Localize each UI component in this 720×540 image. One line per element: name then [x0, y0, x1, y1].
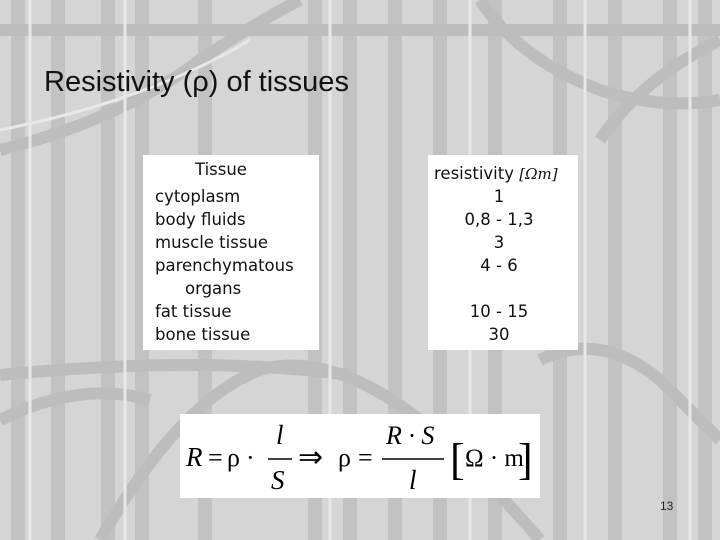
resistivity-unit: [Ωm] — [519, 165, 558, 183]
table-row: parenchymatous — [155, 256, 294, 275]
bracket-close: ] — [518, 435, 533, 484]
table-cell-value: 4 - 6 — [480, 256, 518, 275]
formula-S-denominator: S — [271, 465, 285, 495]
resistivity-formula — [180, 414, 540, 498]
table-row: body fluids — [155, 210, 246, 229]
table-cell-value: 0,8 - 1,3 — [464, 210, 534, 229]
table-row: bone tissue — [155, 325, 251, 344]
table-row: fat tissue — [155, 302, 232, 321]
table-cell-value: 1 — [493, 187, 505, 206]
formula-rho: ρ — [227, 443, 240, 472]
resistivity-header-label: resistivity — [434, 164, 514, 183]
formula-l-numerator: l — [276, 420, 284, 450]
bracket-open: [ — [450, 435, 465, 484]
table-row: organs — [185, 279, 242, 298]
resistivity-column — [434, 162, 564, 346]
formula-equals-2: = — [358, 443, 373, 472]
tissue-header: Tissue — [195, 160, 247, 179]
formula-l-denominator: l — [409, 465, 417, 495]
tissue-column — [155, 158, 294, 346]
formula-equals: = — [208, 443, 223, 472]
formula-rho-2: ρ — [338, 443, 351, 472]
resistivity-header — [434, 162, 564, 185]
table-cell-value — [434, 277, 564, 300]
table-cell-value: 30 — [488, 325, 510, 344]
formula-graphic — [180, 414, 540, 498]
formula-RS-numerator: R · S — [386, 421, 435, 450]
page-number: 13 — [660, 499, 674, 513]
formula-unit: Ω · m — [465, 445, 524, 472]
implies-arrow: ⇒ — [298, 441, 324, 474]
slide-title: Resistivity (ρ) of tissues — [44, 66, 349, 98]
table-row: cytoplasm — [155, 187, 241, 206]
formula-dot: · — [246, 443, 255, 472]
table-cell-value: 10 - 15 — [469, 302, 529, 321]
table-cell-value: 3 — [493, 233, 505, 252]
formula-R: R — [186, 442, 203, 472]
table-row: muscle tissue — [155, 233, 269, 252]
